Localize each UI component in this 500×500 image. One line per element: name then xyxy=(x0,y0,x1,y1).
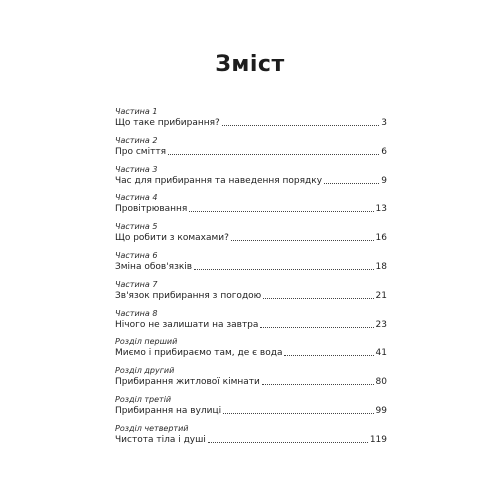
toc-entry-label: Частина 3 xyxy=(115,164,158,174)
toc-entry-title: Зв'язок прибирання з погодою xyxy=(115,290,262,301)
toc-entry-page: 119 xyxy=(369,434,387,445)
toc-entry-title: Нічого не залишати на завтра xyxy=(115,319,259,330)
toc-entry-page: 99 xyxy=(375,405,387,416)
toc-entry-line xyxy=(115,203,387,215)
dot-leader xyxy=(189,210,373,212)
toc-entry-label: Розділ четвертий xyxy=(115,423,189,433)
toc-entry xyxy=(115,250,387,279)
toc-entry-title: Провітрювання xyxy=(115,204,188,215)
dot-leader xyxy=(284,354,373,356)
toc-entry-title: Чистота тіла і душі xyxy=(115,434,206,445)
toc-entry-page: 3 xyxy=(381,118,387,128)
toc-entry-title: Час для прибирання та наведення порядку xyxy=(115,175,323,186)
toc-entry-line xyxy=(115,146,387,158)
toc-entry-page: 13 xyxy=(375,204,387,215)
toc-entry-line xyxy=(115,434,387,446)
toc-entry-page: 21 xyxy=(375,290,387,301)
dot-leader xyxy=(262,383,374,385)
toc-entry xyxy=(115,221,387,250)
toc-entry-page: 9 xyxy=(381,175,387,186)
toc-entry xyxy=(115,192,387,221)
toc-entry-label: Частина 4 xyxy=(115,193,158,203)
table-of-contents xyxy=(115,106,387,452)
toc-entry xyxy=(115,394,387,423)
dot-leader xyxy=(194,268,373,270)
toc-entry-title: Що таке прибирання? xyxy=(115,118,220,128)
dot-leader xyxy=(222,124,379,126)
toc-entry xyxy=(115,279,387,308)
toc-entry-page: 23 xyxy=(375,319,387,330)
toc-entry-page: 18 xyxy=(375,261,387,272)
toc-entry-page: 80 xyxy=(375,377,387,388)
toc-entry-title: Прибирання житлової кімнати xyxy=(115,377,260,388)
toc-entry-label: Частина 2 xyxy=(115,135,158,145)
toc-entry-page: 6 xyxy=(381,146,387,157)
toc-entry-title: Про сміття xyxy=(115,146,166,157)
toc-entry xyxy=(115,365,387,394)
dot-leader xyxy=(168,153,379,155)
toc-entry-page: 41 xyxy=(375,348,387,359)
toc-entry-line xyxy=(115,232,387,244)
toc-entry-line xyxy=(115,376,387,388)
toc-entry-line xyxy=(115,175,387,187)
toc-entry-label: Частина 7 xyxy=(115,279,158,289)
toc-entry xyxy=(115,336,387,365)
toc-entry-label: Розділ перший xyxy=(115,337,178,347)
toc-entry-line xyxy=(115,290,387,302)
toc-entry-title: Миємо і прибираємо там, де є вода xyxy=(115,348,283,359)
toc-entry-label: Розділ другий xyxy=(115,366,175,376)
toc-entry xyxy=(115,423,387,452)
toc-entry-title: Що робити з комахами? xyxy=(115,233,229,244)
toc-entry-line xyxy=(115,347,387,359)
toc-entry-line xyxy=(115,405,387,417)
dot-leader xyxy=(324,182,379,184)
toc-entry-label: Частина 1 xyxy=(115,107,158,116)
toc-entry-line xyxy=(115,319,387,331)
dot-leader xyxy=(263,297,373,299)
toc-entry-label: Розділ третій xyxy=(115,394,172,404)
toc-entry-label: Частина 8 xyxy=(115,308,158,318)
dot-leader xyxy=(208,441,368,443)
toc-entry-title: Прибирання на вулиці xyxy=(115,405,222,416)
dot-leader xyxy=(260,326,373,328)
toc-entry-line xyxy=(115,117,387,129)
toc-entry-title: Зміна обов'язків xyxy=(115,261,193,272)
toc-entry-page: 16 xyxy=(375,233,387,244)
toc-entry xyxy=(115,106,387,135)
toc-entry xyxy=(115,164,387,193)
dot-leader xyxy=(231,239,374,241)
toc-entry-label: Частина 6 xyxy=(115,250,158,260)
dot-leader xyxy=(223,412,373,414)
toc-entry xyxy=(115,135,387,164)
page-title: Зміст xyxy=(215,52,285,77)
toc-entry xyxy=(115,308,387,337)
toc-entry-line xyxy=(115,261,387,273)
toc-entry-label: Частина 5 xyxy=(115,222,158,232)
